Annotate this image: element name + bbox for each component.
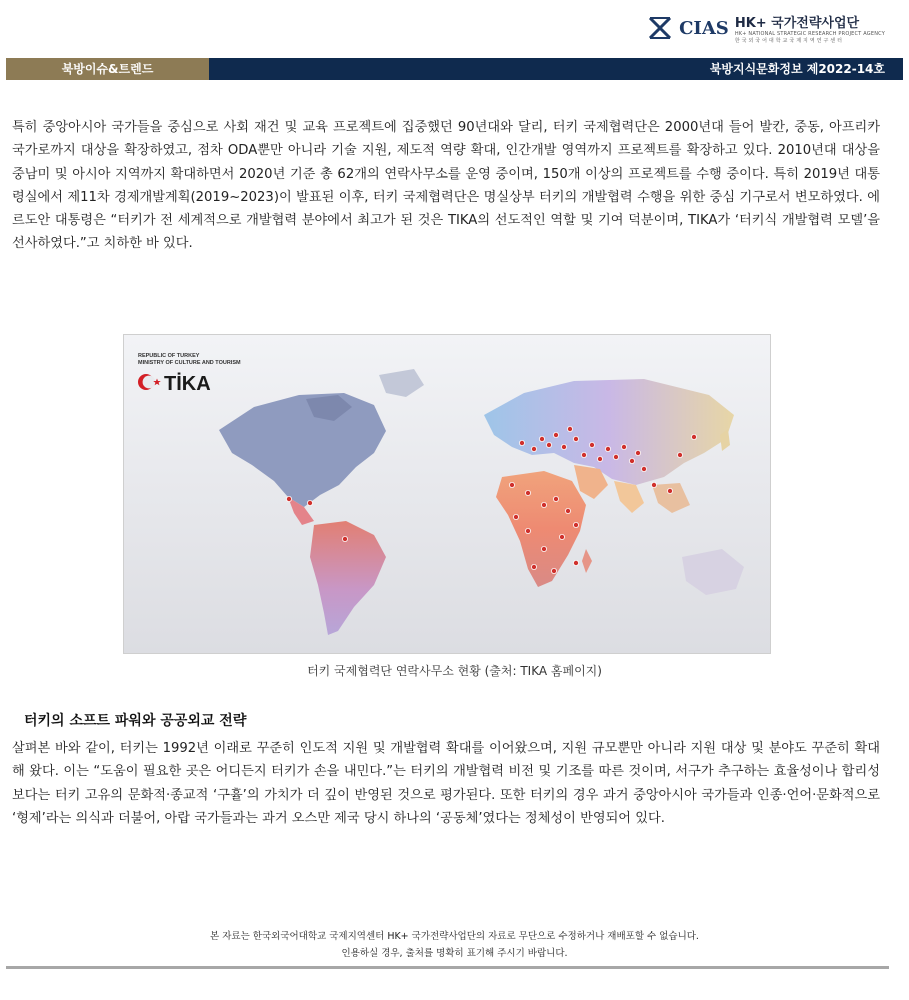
section-label: 북방이슈&트렌드 [6,58,209,80]
org-subtitle-kr: 한 국 외 국 어 대 학 교 국 제 지 역 연 구 센 터 [734,38,843,44]
body-paragraph-2: 살펴본 바와 같이, 터키는 1992년 이래로 꾸준히 인도적 지원 및 개발협력 확대를 이어왔으며, 지원 규모뿐만 아니라 지원 대상 및 분야도 꾸준히 확대해 왔다. 이는 “도움이 필요한 곳은 어디든지 터키가 손을 내민다.”는 터키의 개발협력 비전 및 기조를 따른 것이며, 서구가 추구하는 효율성이나 합리성보다는 터키 고유의 문화적·종교적 ‘구휼’의 가치가 더 깊이 반영된 것으로 평가된다. 또한 터키의 경우 과거 중앙아시아 국가들과 인종·언어·문화적으로 ‘형제’라는 의식과 더불어, 아랍 국가들과는 과거 오스만 제국 당시 하나의 ‘공동체’였다는 정체성이 반영되어 있다. [12,741,880,826]
logo-text: CIAS [679,17,729,39]
body-paragraph-1: 특히 중앙아시아 국가들을 중심으로 사회 재건 및 교육 프로젝트에 집중했던 90년대와 달리, 터키 국제협력단은 2000년대 들어 발칸, 중동, 아프리카 국가로까지 대상을 확장하였고, 점차 ODA뿐만 아니라 기술 지원, 제도적 역량 확대, 인간개발 영역까지 프로젝트를 확장하고 있다. 2010년대 대상을 중남미 및 아시아 지역까지 확대하면서 2020년 기준 총 62개의 연락사무소를 운영 중이며, 150개 이상의 프로젝트를 수행 중이다. 특히 2019년 대통령실에서 제11차 경제개발계획(2019~2023)이 발표된 이후, 터키 국제협력단은 명실상부 터키의 개발협력 수행을 위한 중심 기구로서 변모하였다. 에르도안 대통령은 “터키가 전 세계적으로 개발협력 분야에서 최고가 된 것은 TIKA의 선도적인 역할 및 기여 덕분이며, TIKA가 ‘터키식 개발협력 모델’을 선사하였다.”고 치하한 바 있다. [12,120,880,252]
section-heading: 터키의 소프트 파워와 공공외교 전략 [24,713,247,729]
cias-logo-icon [647,15,673,41]
map-header-line2: MINISTRY OF CULTURE AND TOURISM [138,360,241,366]
footer-line-1: 본 자료는 한국외국어대학교 국제지역센터 HK+ 국가전략사업단의 자료로 무단으로 수정하거나 재배포할 수 없습니다. [210,931,699,942]
org-title: HK+ 국가전략사업단 [734,16,860,31]
footer-notice [0,928,909,962]
bottom-rule [6,966,889,969]
tika-brand-text: TİKA [164,373,211,395]
world-map-illustration [124,335,770,653]
issue-label: 북방지식문화정보 제2022-14호 [209,58,903,80]
cias-logo [647,12,885,44]
header-banner [6,58,903,80]
tika-office-map [123,334,771,654]
figure-caption: 터키 국제협력단 연락사무소 현황 (출처: TIKA 홈페이지) [307,664,602,678]
map-header-line1: REPUBLIC OF TURKEY [138,353,200,359]
org-subtitle-en: HK+ NATIONAL STRATEGIC RESEARCH PROJECT AGENCY [734,31,885,37]
footer-line-2: 인용하실 경우, 출처를 명확히 표기해 주시기 바랍니다. [341,948,568,959]
